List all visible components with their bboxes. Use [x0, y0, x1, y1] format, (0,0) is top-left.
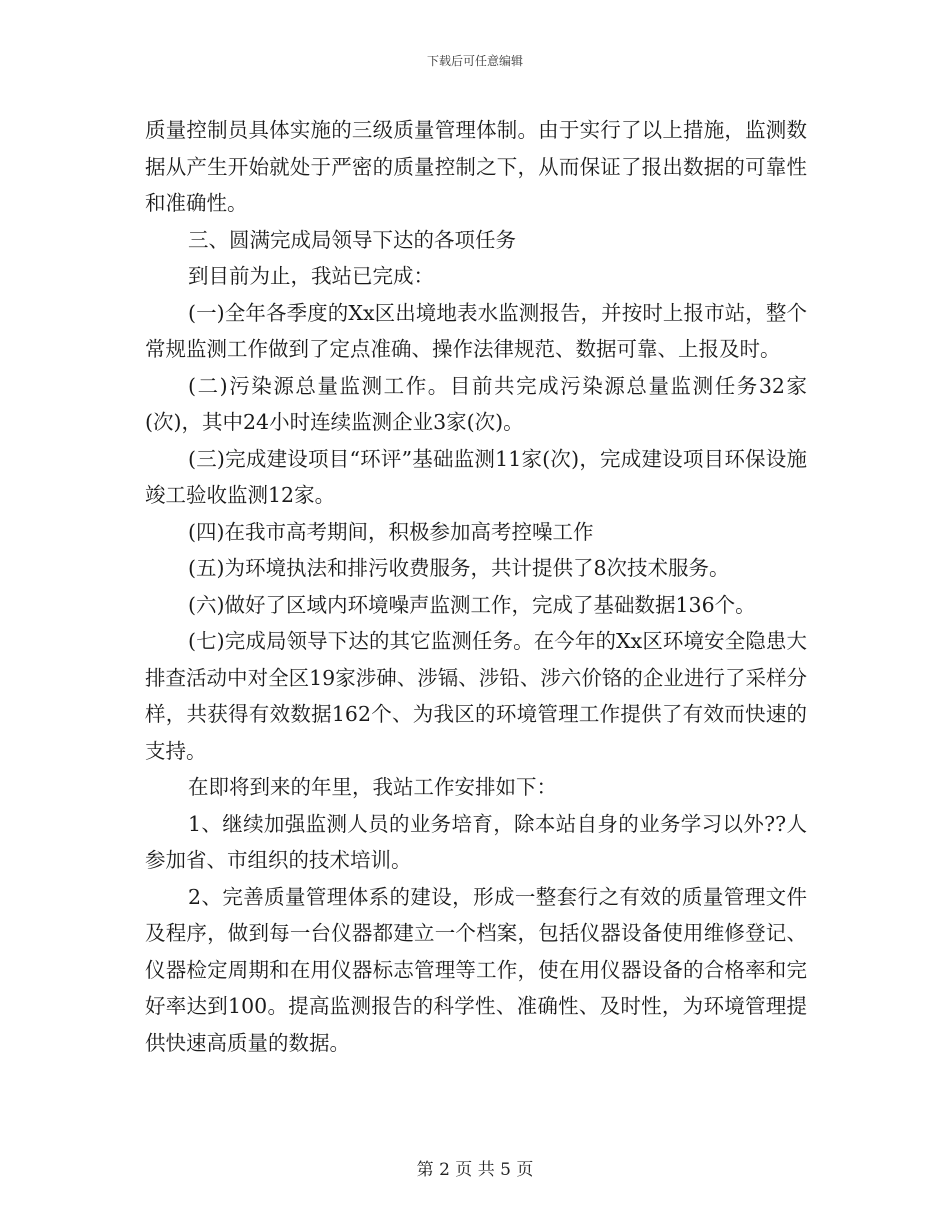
list-item-4: (四)在我市高考期间，积极参加高考控噪工作 — [188, 519, 594, 544]
page-header: 下载后可任意编辑 — [426, 54, 523, 68]
list-item-2: (二)污染源总量监测工作。目前共完成污染源总量监测任务32家(次)，其中24小时连续监测企业3家(次)。 — [145, 373, 807, 434]
paragraph-intro: 到目前为止，我站已完成： — [188, 264, 434, 288]
list-item-6: (六)做好了区域内环境噪声监测工作，完成了基础数据136个。 — [188, 592, 756, 617]
plan-item-1: 1、继续加强监测人员的业务培育，除本站自身的业务学习以外??人参加省、市组织的技术培训。 — [145, 811, 807, 872]
list-item-7: (七)完成局领导下达的其它监测任务。在今年的Xx区环境安全隐患大排查活动中对全区19家涉砷、涉镉、涉铅、涉六价铬的企业进行了采样分样，共获得有效数据162个、为我区的环境管理工作提供了有效而快速的支持。 — [145, 629, 807, 763]
plan-item-2: 2、完善质量管理体系的建设，形成一整套行之有效的质量管理文件及程序，做到每一台仪器都建立一个档案，包括仪器设备使用维修登记、仪器检定周期和在用仪器标志管理等工作，使在用仪器设备的合格率和完好率达到100。提高监测报告的科学性、准确性、及时性，为环境管理提供快速高质量的数据。 — [145, 884, 807, 1055]
plan-intro: 在即将到来的年里，我站工作安排如下： — [188, 775, 557, 799]
list-item-5: (五)为环境执法和排污收费服务，共计提供了8次技术服务。 — [188, 556, 730, 580]
section-heading-3: 三、圆满完成局领导下达的各项任务 — [188, 227, 516, 252]
page-number-footer: 第 2 页 共 5 页 — [416, 1160, 534, 1180]
paragraph-1: 质量控制员具体实施的三级质量管理体制。由于实行了以上措施，监测数据从产生开始就处于严密的质量控制之下，从而保证了报出数据的可靠性和准确性。 — [145, 118, 807, 215]
document-body — [145, 112, 807, 1061]
list-item-3: (三)完成建设项目“环评”基础监测11家(次)，完成建设项目环保设施竣工验收监测12家。 — [145, 446, 807, 507]
list-item-1: (一)全年各季度的Xx区出境地表水监测报告，并按时上报市站，整个常规监测工作做到了定点准确、操作法律规范、数据可靠、上报及时。 — [145, 300, 807, 361]
